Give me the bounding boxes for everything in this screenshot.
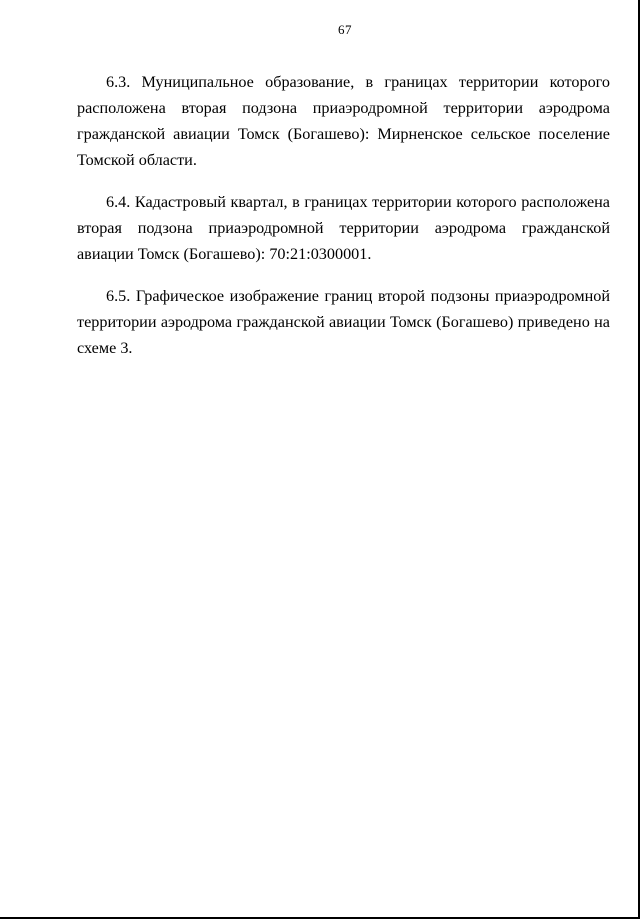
paragraph-6-5: 6.5. Графическое изображение границ второй подзоны приаэродромной территории аэродрома гражданской авиации Томск (Богашево) приведено на схеме 3.: [77, 287, 610, 357]
document-body: [77, 69, 610, 377]
paragraph-6-3: 6.3. Муниципальное образование, в границах территории которого расположена вторая подзона приаэродромной территории аэродрома гражданской авиации Томск (Богашево): Мирненское сельское поселение Томской области.: [77, 73, 610, 169]
paragraph-6-4: 6.4. Кадастровый квартал, в границах территории которого расположена вторая подзона приаэродромной территории аэродрома гражданской авиации Томск (Богашево): 70:21:0300001.: [77, 193, 610, 263]
page-number: 67: [338, 22, 352, 37]
